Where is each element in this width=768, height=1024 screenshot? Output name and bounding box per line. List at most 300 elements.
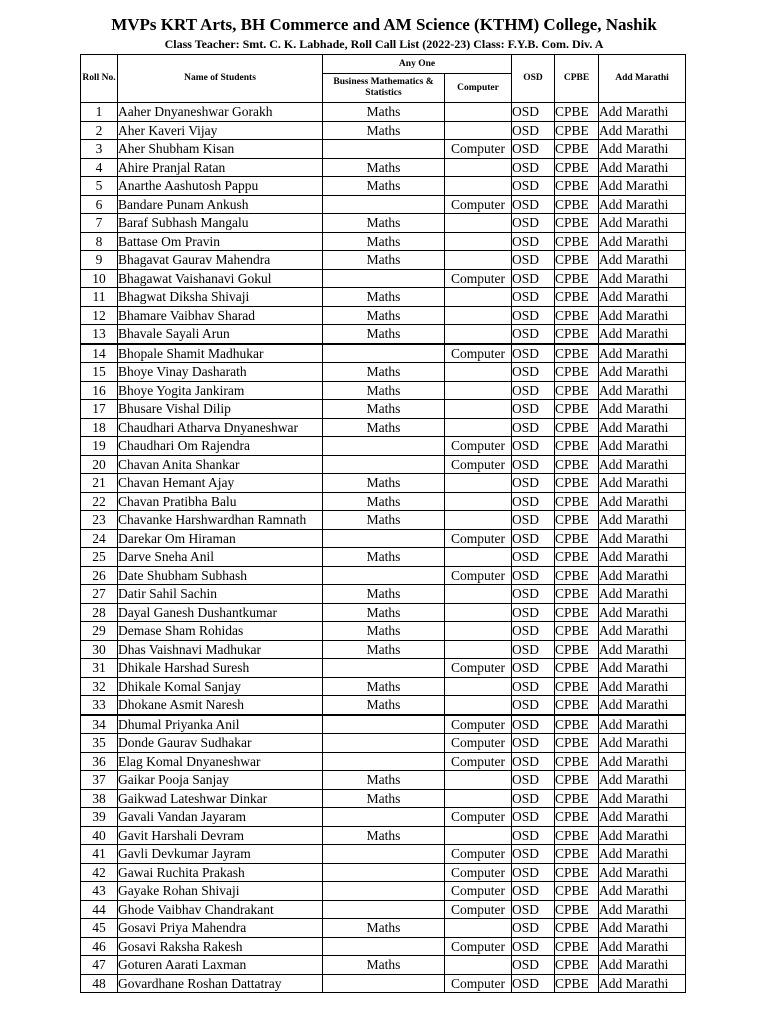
- table-row: [81, 400, 686, 419]
- osd-cell: OSD: [512, 158, 555, 177]
- table-row: [81, 325, 686, 344]
- computer-cell: Computer: [445, 659, 512, 678]
- computer-cell: [445, 251, 512, 270]
- header-cpbe: CPBE: [555, 55, 599, 103]
- student-name-cell: Demase Sham Rohidas: [118, 622, 323, 641]
- roll-number-cell: 29: [81, 622, 118, 641]
- cpbe-cell: CPBE: [555, 121, 599, 140]
- cpbe-cell: CPBE: [555, 974, 599, 993]
- roll-number-cell: 38: [81, 789, 118, 808]
- osd-cell: OSD: [512, 622, 555, 641]
- table-row: [81, 677, 686, 696]
- table-row: [81, 232, 686, 251]
- table-row: [81, 603, 686, 622]
- osd-cell: OSD: [512, 418, 555, 437]
- student-name-cell: Chavan Hemant Ajay: [118, 474, 323, 493]
- add-marathi-cell: Add Marathi: [599, 158, 686, 177]
- roll-number-cell: 31: [81, 659, 118, 678]
- osd-cell: OSD: [512, 400, 555, 419]
- osd-cell: OSD: [512, 640, 555, 659]
- computer-cell: Computer: [445, 715, 512, 734]
- student-name-cell: Bhoye Yogita Jankiram: [118, 381, 323, 400]
- cpbe-cell: CPBE: [555, 140, 599, 159]
- table-row: [81, 789, 686, 808]
- student-name-cell: Gaikar Pooja Sanjay: [118, 771, 323, 790]
- add-marathi-cell: Add Marathi: [599, 140, 686, 159]
- table-row: [81, 288, 686, 307]
- maths-cell: Maths: [323, 288, 445, 307]
- table-row: [81, 363, 686, 382]
- cpbe-cell: CPBE: [555, 548, 599, 567]
- computer-cell: [445, 603, 512, 622]
- osd-cell: OSD: [512, 752, 555, 771]
- maths-cell: [323, 269, 445, 288]
- cpbe-cell: CPBE: [555, 771, 599, 790]
- computer-cell: [445, 288, 512, 307]
- computer-cell: Computer: [445, 882, 512, 901]
- computer-cell: [445, 771, 512, 790]
- table-row: [81, 771, 686, 790]
- student-name-cell: Bhagwat Diksha Shivaji: [118, 288, 323, 307]
- add-marathi-cell: Add Marathi: [599, 232, 686, 251]
- maths-cell: Maths: [323, 363, 445, 382]
- cpbe-cell: CPBE: [555, 789, 599, 808]
- cpbe-cell: CPBE: [555, 696, 599, 715]
- cpbe-cell: CPBE: [555, 474, 599, 493]
- cpbe-cell: CPBE: [555, 919, 599, 938]
- osd-cell: OSD: [512, 492, 555, 511]
- cpbe-cell: CPBE: [555, 808, 599, 827]
- add-marathi-cell: Add Marathi: [599, 437, 686, 456]
- maths-cell: Maths: [323, 492, 445, 511]
- maths-cell: [323, 529, 445, 548]
- cpbe-cell: CPBE: [555, 863, 599, 882]
- cpbe-cell: CPBE: [555, 158, 599, 177]
- cpbe-cell: CPBE: [555, 418, 599, 437]
- student-name-cell: Datir Sahil Sachin: [118, 585, 323, 604]
- student-name-cell: Ghode Vaibhav Chandrakant: [118, 900, 323, 919]
- maths-cell: Maths: [323, 121, 445, 140]
- student-name-cell: Elag Komal Dnyaneshwar: [118, 752, 323, 771]
- cpbe-cell: CPBE: [555, 363, 599, 382]
- student-name-cell: Bhamare Vaibhav Sharad: [118, 306, 323, 325]
- add-marathi-cell: Add Marathi: [599, 381, 686, 400]
- maths-cell: Maths: [323, 325, 445, 344]
- add-marathi-cell: Add Marathi: [599, 696, 686, 715]
- computer-cell: Computer: [445, 140, 512, 159]
- add-marathi-cell: Add Marathi: [599, 548, 686, 567]
- osd-cell: OSD: [512, 548, 555, 567]
- computer-cell: [445, 306, 512, 325]
- maths-cell: Maths: [323, 177, 445, 196]
- osd-cell: OSD: [512, 306, 555, 325]
- maths-cell: Maths: [323, 418, 445, 437]
- roll-number-cell: 32: [81, 677, 118, 696]
- roll-number-cell: 48: [81, 974, 118, 993]
- add-marathi-cell: Add Marathi: [599, 400, 686, 419]
- add-marathi-cell: Add Marathi: [599, 195, 686, 214]
- maths-cell: Maths: [323, 251, 445, 270]
- add-marathi-cell: Add Marathi: [599, 474, 686, 493]
- student-name-cell: Gavali Vandan Jayaram: [118, 808, 323, 827]
- maths-cell: Maths: [323, 919, 445, 938]
- osd-cell: OSD: [512, 140, 555, 159]
- computer-cell: [445, 677, 512, 696]
- roll-number-cell: 28: [81, 603, 118, 622]
- table-row: [81, 752, 686, 771]
- roll-number-cell: 3: [81, 140, 118, 159]
- table-row: [81, 900, 686, 919]
- table-row: [81, 529, 686, 548]
- computer-cell: [445, 696, 512, 715]
- header-student-name: Name of Students: [118, 55, 323, 103]
- add-marathi-cell: Add Marathi: [599, 418, 686, 437]
- osd-cell: OSD: [512, 863, 555, 882]
- maths-cell: Maths: [323, 158, 445, 177]
- add-marathi-cell: Add Marathi: [599, 771, 686, 790]
- maths-cell: Maths: [323, 826, 445, 845]
- maths-cell: [323, 566, 445, 585]
- add-marathi-cell: Add Marathi: [599, 455, 686, 474]
- student-name-cell: Chavan Anita Shankar: [118, 455, 323, 474]
- computer-cell: [445, 400, 512, 419]
- roll-number-cell: 21: [81, 474, 118, 493]
- maths-cell: Maths: [323, 474, 445, 493]
- table-row: [81, 455, 686, 474]
- table-row: [81, 863, 686, 882]
- roll-number-cell: 4: [81, 158, 118, 177]
- roll-number-cell: 41: [81, 845, 118, 864]
- computer-cell: [445, 548, 512, 567]
- cpbe-cell: CPBE: [555, 492, 599, 511]
- roll-number-cell: 7: [81, 214, 118, 233]
- cpbe-cell: CPBE: [555, 455, 599, 474]
- cpbe-cell: CPBE: [555, 381, 599, 400]
- roll-number-cell: 25: [81, 548, 118, 567]
- roll-number-cell: 43: [81, 882, 118, 901]
- computer-cell: Computer: [445, 529, 512, 548]
- computer-cell: Computer: [445, 900, 512, 919]
- student-name-cell: Gosavi Priya Mahendra: [118, 919, 323, 938]
- table-row: [81, 195, 686, 214]
- computer-cell: [445, 418, 512, 437]
- computer-cell: [445, 214, 512, 233]
- add-marathi-cell: Add Marathi: [599, 845, 686, 864]
- cpbe-cell: CPBE: [555, 269, 599, 288]
- page-subtitle: Class Teacher: Smt. C. K. Labhade, Roll Call List (2022-23) Class: F.Y.B. Com. Div. A: [164, 37, 604, 51]
- computer-cell: [445, 121, 512, 140]
- maths-cell: [323, 455, 445, 474]
- osd-cell: OSD: [512, 195, 555, 214]
- osd-cell: OSD: [512, 677, 555, 696]
- osd-cell: OSD: [512, 659, 555, 678]
- osd-cell: OSD: [512, 937, 555, 956]
- table-row: [81, 269, 686, 288]
- student-name-cell: Gawai Ruchita Prakash: [118, 863, 323, 882]
- computer-cell: [445, 363, 512, 382]
- osd-cell: OSD: [512, 566, 555, 585]
- student-name-cell: Donde Gaurav Sudhakar: [118, 734, 323, 753]
- maths-cell: Maths: [323, 771, 445, 790]
- maths-cell: Maths: [323, 381, 445, 400]
- student-name-cell: Gavit Harshali Devram: [118, 826, 323, 845]
- roll-number-cell: 12: [81, 306, 118, 325]
- add-marathi-cell: Add Marathi: [599, 603, 686, 622]
- header-osd: OSD: [512, 55, 555, 103]
- header-add-marathi: Add Marathi: [599, 55, 686, 103]
- roll-number-cell: 45: [81, 919, 118, 938]
- add-marathi-cell: Add Marathi: [599, 269, 686, 288]
- maths-cell: [323, 900, 445, 919]
- maths-cell: Maths: [323, 696, 445, 715]
- header-any-one: Any One: [323, 55, 512, 74]
- maths-cell: Maths: [323, 306, 445, 325]
- table-row: [81, 882, 686, 901]
- add-marathi-cell: Add Marathi: [599, 288, 686, 307]
- roll-number-cell: 8: [81, 232, 118, 251]
- maths-cell: [323, 845, 445, 864]
- add-marathi-cell: Add Marathi: [599, 715, 686, 734]
- add-marathi-cell: Add Marathi: [599, 622, 686, 641]
- roll-number-cell: 5: [81, 177, 118, 196]
- osd-cell: OSD: [512, 103, 555, 122]
- header-business-maths: Business Mathematics & Statistics: [323, 74, 445, 103]
- maths-cell: Maths: [323, 400, 445, 419]
- add-marathi-cell: Add Marathi: [599, 734, 686, 753]
- osd-cell: OSD: [512, 529, 555, 548]
- roll-number-cell: 15: [81, 363, 118, 382]
- osd-cell: OSD: [512, 585, 555, 604]
- table-row: [81, 585, 686, 604]
- student-name-cell: Gavli Devkumar Jayram: [118, 845, 323, 864]
- cpbe-cell: CPBE: [555, 177, 599, 196]
- osd-cell: OSD: [512, 251, 555, 270]
- cpbe-cell: CPBE: [555, 677, 599, 696]
- table-body: [81, 103, 686, 993]
- roll-number-cell: 37: [81, 771, 118, 790]
- maths-cell: Maths: [323, 956, 445, 975]
- roll-number-cell: 18: [81, 418, 118, 437]
- header-roll-no: Roll No.: [81, 55, 118, 103]
- student-name-cell: Bandare Punam Ankush: [118, 195, 323, 214]
- add-marathi-cell: Add Marathi: [599, 974, 686, 993]
- table-row: [81, 919, 686, 938]
- computer-cell: [445, 325, 512, 344]
- roll-number-cell: 34: [81, 715, 118, 734]
- student-name-cell: Battase Om Pravin: [118, 232, 323, 251]
- roll-number-cell: 11: [81, 288, 118, 307]
- roll-number-cell: 26: [81, 566, 118, 585]
- cpbe-cell: CPBE: [555, 566, 599, 585]
- student-name-cell: Dhumal Priyanka Anil: [118, 715, 323, 734]
- maths-cell: [323, 715, 445, 734]
- maths-cell: Maths: [323, 789, 445, 808]
- add-marathi-cell: Add Marathi: [599, 585, 686, 604]
- osd-cell: OSD: [512, 381, 555, 400]
- computer-cell: Computer: [445, 455, 512, 474]
- add-marathi-cell: Add Marathi: [599, 325, 686, 344]
- roll-number-cell: 23: [81, 511, 118, 530]
- computer-cell: Computer: [445, 937, 512, 956]
- student-name-cell: Dhikale Komal Sanjay: [118, 677, 323, 696]
- maths-cell: Maths: [323, 585, 445, 604]
- maths-cell: Maths: [323, 103, 445, 122]
- roll-number-cell: 13: [81, 325, 118, 344]
- add-marathi-cell: Add Marathi: [599, 640, 686, 659]
- table-row: [81, 418, 686, 437]
- roll-number-cell: 36: [81, 752, 118, 771]
- table-row: [81, 474, 686, 493]
- table-row: [81, 121, 686, 140]
- cpbe-cell: CPBE: [555, 603, 599, 622]
- maths-cell: Maths: [323, 511, 445, 530]
- student-name-cell: Dayal Ganesh Dushantkumar: [118, 603, 323, 622]
- osd-cell: OSD: [512, 437, 555, 456]
- cpbe-cell: CPBE: [555, 659, 599, 678]
- student-name-cell: Govardhane Roshan Dattatray: [118, 974, 323, 993]
- roll-number-cell: 35: [81, 734, 118, 753]
- maths-cell: Maths: [323, 603, 445, 622]
- maths-cell: Maths: [323, 677, 445, 696]
- roll-number-cell: 1: [81, 103, 118, 122]
- add-marathi-cell: Add Marathi: [599, 566, 686, 585]
- osd-cell: OSD: [512, 734, 555, 753]
- table-row: [81, 640, 686, 659]
- computer-cell: Computer: [445, 437, 512, 456]
- student-name-cell: Date Shubham Subhash: [118, 566, 323, 585]
- table-row: [81, 659, 686, 678]
- student-name-cell: Bhoye Vinay Dasharath: [118, 363, 323, 382]
- roll-number-cell: 2: [81, 121, 118, 140]
- add-marathi-cell: Add Marathi: [599, 492, 686, 511]
- maths-cell: [323, 437, 445, 456]
- osd-cell: OSD: [512, 344, 555, 363]
- add-marathi-cell: Add Marathi: [599, 863, 686, 882]
- roll-number-cell: 16: [81, 381, 118, 400]
- cpbe-cell: CPBE: [555, 232, 599, 251]
- student-name-cell: Darve Sneha Anil: [118, 548, 323, 567]
- cpbe-cell: CPBE: [555, 437, 599, 456]
- student-name-cell: Aher Kaveri Vijay: [118, 121, 323, 140]
- student-name-cell: Chavan Pratibha Balu: [118, 492, 323, 511]
- computer-cell: Computer: [445, 344, 512, 363]
- computer-cell: [445, 585, 512, 604]
- table-row: [81, 956, 686, 975]
- maths-cell: [323, 752, 445, 771]
- cpbe-cell: CPBE: [555, 400, 599, 419]
- add-marathi-cell: Add Marathi: [599, 882, 686, 901]
- table-row: [81, 566, 686, 585]
- osd-cell: OSD: [512, 715, 555, 734]
- student-name-cell: Bhusare Vishal Dilip: [118, 400, 323, 419]
- maths-cell: Maths: [323, 214, 445, 233]
- table-row: [81, 715, 686, 734]
- roll-number-cell: 47: [81, 956, 118, 975]
- student-name-cell: Darekar Om Hiraman: [118, 529, 323, 548]
- add-marathi-cell: Add Marathi: [599, 956, 686, 975]
- computer-cell: Computer: [445, 863, 512, 882]
- osd-cell: OSD: [512, 177, 555, 196]
- computer-cell: [445, 956, 512, 975]
- computer-cell: [445, 232, 512, 251]
- computer-cell: Computer: [445, 752, 512, 771]
- computer-cell: Computer: [445, 974, 512, 993]
- table-row: [81, 103, 686, 122]
- student-name-cell: Chaudhari Om Rajendra: [118, 437, 323, 456]
- roll-number-cell: 24: [81, 529, 118, 548]
- add-marathi-cell: Add Marathi: [599, 344, 686, 363]
- roll-number-cell: 22: [81, 492, 118, 511]
- table-row: [81, 344, 686, 363]
- roll-number-cell: 20: [81, 455, 118, 474]
- maths-cell: [323, 808, 445, 827]
- add-marathi-cell: Add Marathi: [599, 511, 686, 530]
- computer-cell: Computer: [445, 195, 512, 214]
- student-name-cell: Dhokane Asmit Naresh: [118, 696, 323, 715]
- osd-cell: OSD: [512, 511, 555, 530]
- computer-cell: [445, 474, 512, 493]
- add-marathi-cell: Add Marathi: [599, 937, 686, 956]
- table-row: [81, 214, 686, 233]
- cpbe-cell: CPBE: [555, 195, 599, 214]
- maths-cell: [323, 140, 445, 159]
- student-name-cell: Gosavi Raksha Rakesh: [118, 937, 323, 956]
- add-marathi-cell: Add Marathi: [599, 214, 686, 233]
- osd-cell: OSD: [512, 474, 555, 493]
- table-row: [81, 492, 686, 511]
- osd-cell: OSD: [512, 121, 555, 140]
- table-row: [81, 437, 686, 456]
- cpbe-cell: CPBE: [555, 622, 599, 641]
- cpbe-cell: CPBE: [555, 585, 599, 604]
- roll-number-cell: 44: [81, 900, 118, 919]
- osd-cell: OSD: [512, 956, 555, 975]
- student-name-cell: Dhas Vaishnavi Madhukar: [118, 640, 323, 659]
- computer-cell: [445, 158, 512, 177]
- roll-number-cell: 9: [81, 251, 118, 270]
- osd-cell: OSD: [512, 269, 555, 288]
- osd-cell: OSD: [512, 325, 555, 344]
- maths-cell: Maths: [323, 232, 445, 251]
- add-marathi-cell: Add Marathi: [599, 103, 686, 122]
- table-row: [81, 140, 686, 159]
- osd-cell: OSD: [512, 696, 555, 715]
- cpbe-cell: CPBE: [555, 288, 599, 307]
- cpbe-cell: CPBE: [555, 529, 599, 548]
- add-marathi-cell: Add Marathi: [599, 919, 686, 938]
- cpbe-cell: CPBE: [555, 900, 599, 919]
- osd-cell: OSD: [512, 232, 555, 251]
- cpbe-cell: CPBE: [555, 734, 599, 753]
- table-row: [81, 937, 686, 956]
- add-marathi-cell: Add Marathi: [599, 677, 686, 696]
- computer-cell: [445, 103, 512, 122]
- computer-cell: [445, 622, 512, 641]
- computer-cell: Computer: [445, 269, 512, 288]
- osd-cell: OSD: [512, 919, 555, 938]
- student-name-cell: Gaikwad Lateshwar Dinkar: [118, 789, 323, 808]
- table-row: [81, 306, 686, 325]
- maths-cell: Maths: [323, 548, 445, 567]
- roll-number-cell: 46: [81, 937, 118, 956]
- student-name-cell: Chavanke Harshwardhan Ramnath: [118, 511, 323, 530]
- osd-cell: OSD: [512, 882, 555, 901]
- table-row: [81, 696, 686, 715]
- table-row: [81, 826, 686, 845]
- add-marathi-cell: Add Marathi: [599, 789, 686, 808]
- table-row: [81, 622, 686, 641]
- osd-cell: OSD: [512, 455, 555, 474]
